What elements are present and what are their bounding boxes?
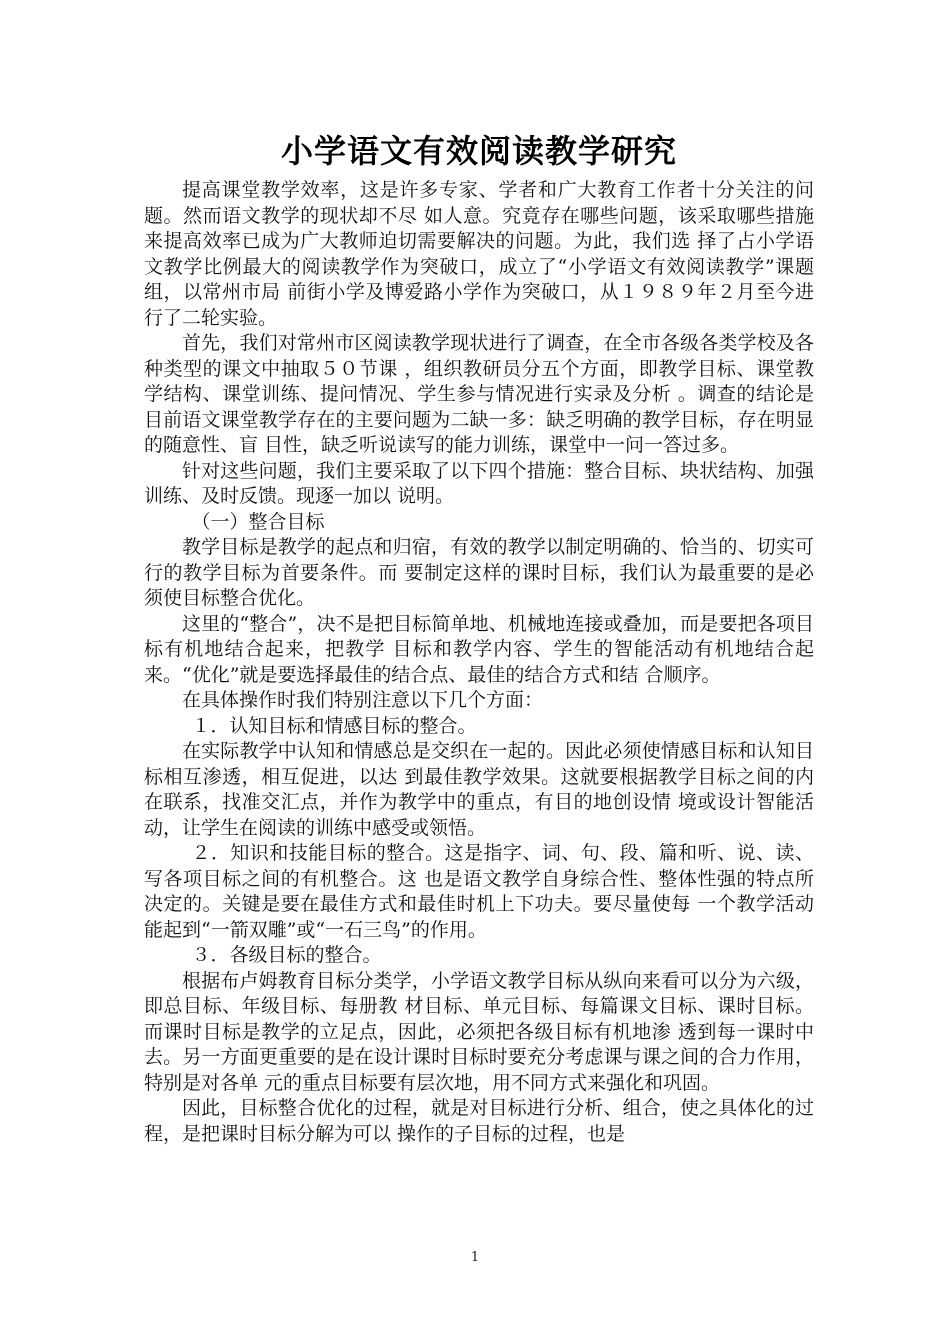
paragraph-integration-meaning: 这里的“整合”，决不是把目标简单地、机械地连接或叠加，而是要把各项目标有机地结合起来，把教学 目标和教学内容、学生的智能活动有机地结合起来。“优化”就是要选择最佳的结合点、最佳的结合方式和结 合顺序。 bbox=[144, 612, 814, 686]
paragraph-goal-levels: 根据布卢姆教育目标分类学，小学语文教学目标从纵向来看可以分为六级，即总目标、年级目标、每册教 材目标、单元目标、每篇课文目标、课时目标。而课时目标是教学的立足点，因此，必须把各级目标有机地渗 透到每一课时中去。另一方面更重要的是在设计课时目标时要充分考虑课与课之间的合力作用，特别是对各单 元的重点目标要有层次地，用不同方式来强化和巩固。 bbox=[144, 969, 814, 1094]
paragraph-survey: 首先，我们对常州市区阅读教学现状进行了调查，在全市各级各类学校及各种类型的课文中抽取５０节课 ，组织教研员分五个方面，即教学目标、课堂教学结构、课堂训练、提问情况、学生参与情况进行实录及分析 。调查的结论是目前语文课堂教学存在的主要问题为二缺一多：缺乏明确的教学目标，存在明显的随意性、盲 目性，缺乏听说读写的能力训练，课堂中一问一答过多。 bbox=[144, 332, 814, 456]
list-item-heading-1: １．认知目标和情感目标的整合。 bbox=[191, 714, 477, 737]
paragraph-teaching-goals: 教学目标是教学的起点和归宿，有效的教学以制定明确的、恰当的、切实可行的教学目标为首要条件。而 要制定这样的课时目标，我们认为最重要的是必须使目标整合优化。 bbox=[144, 536, 814, 609]
paragraph-conclusion: 因此，目标整合优化的过程，就是对目标进行分析、组合，使之具体化的过程，是把课时目标分解为可以 操作的子目标的过程，也是 bbox=[144, 1097, 814, 1145]
paragraph-cognitive-emotional: 在实际教学中认知和情感总是交织在一起的。因此必须使情感目标和认知目标相互渗透，相互促进，以达 到最佳教学效果。这就要根据教学目标之间的内在联系，找准交汇点，并作为教学中的重点，有目的地创设情 境或设计智能活动，让学生在阅读的训练中感受或领悟。 bbox=[144, 740, 814, 839]
document-body bbox=[144, 128, 814, 1147]
paragraph-measures: 针对这些问题，我们主要采取了以下四个措施：整合目标、块状结构、加强训练、及时反馈。现逐一加以 说明。 bbox=[144, 459, 814, 507]
paragraph-operation-aspects: 在具体操作时我们特别注意以下几个方面： bbox=[182, 689, 544, 711]
document-title: 小学语文有效阅读教学研究 bbox=[280, 132, 677, 170]
paragraph-intro: 提高课堂教学效率，这是许多专家、学者和广大教育工作者十分关注的问题。然而语文教学的现状却不尽 如人意。究竟存在哪些问题，该采取哪些措施来提高效率已成为广大教师迫切需要解决的问题。为此，我们选 择了占小学语文教学比例最大的阅读教学作为突破口，成立了“小学语文有效阅读教学”课题组，以常州市局 前街小学及博爱路小学作为突破口，从１９８９年２月至今进行了二轮实验。 bbox=[144, 179, 814, 329]
list-item-heading-3: ３．各级目标的整合。 bbox=[191, 944, 382, 966]
list-item-2-knowledge-skill: ２．知识和技能目标的整合。这是指字、词、句、段、篇和听、说、读、写各项目标之间的有机整合。这 也是语文教学自身综合性、整体性强的特点所决定的。关键是要在最佳方式和最佳时机上下功夫。要尽量使每 一个教学活动能起到“一箭双雕”或“一石三鸟”的作用。 bbox=[144, 842, 814, 941]
section-heading-integrate-goals: （一）整合目标 bbox=[191, 510, 325, 533]
page-number: 1 bbox=[470, 1250, 480, 1265]
